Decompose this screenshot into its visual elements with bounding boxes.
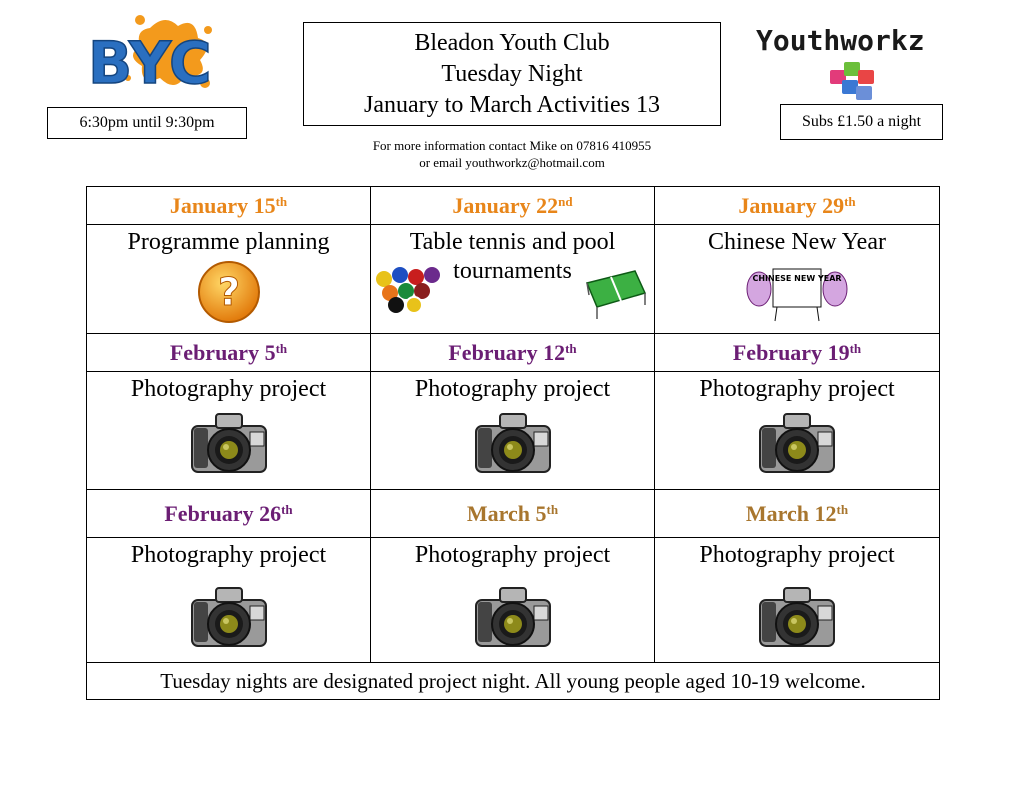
date-text: January 29 bbox=[738, 192, 845, 218]
date-row bbox=[87, 334, 940, 372]
date-suffix: th bbox=[565, 340, 577, 356]
table-tennis-icon bbox=[583, 265, 647, 321]
chinese-new-year-icon bbox=[745, 259, 849, 323]
activity-row bbox=[87, 538, 940, 663]
date-suffix: th bbox=[546, 501, 559, 517]
date-suffix: th bbox=[836, 501, 849, 517]
date-suffix: th bbox=[281, 501, 293, 517]
date-text: February 12 bbox=[448, 339, 566, 365]
activity-cell bbox=[371, 372, 655, 490]
date-cell bbox=[371, 187, 655, 225]
activity-label: Photography project bbox=[414, 376, 611, 402]
date-text: February 19 bbox=[732, 339, 850, 365]
date-cell bbox=[655, 334, 940, 372]
chinese-sign-text: CHINESE NEW YEAR bbox=[752, 274, 842, 283]
camera-icon bbox=[186, 408, 272, 478]
date-suffix: th bbox=[275, 340, 288, 356]
date-suffix: th bbox=[275, 193, 288, 209]
date-cell bbox=[87, 187, 371, 225]
date-cell bbox=[655, 490, 940, 538]
date-suffix: th bbox=[844, 193, 856, 209]
camera-icon bbox=[470, 582, 556, 652]
camera-icon bbox=[754, 408, 840, 478]
pool-balls-icon bbox=[374, 265, 446, 315]
date-row bbox=[87, 187, 940, 225]
title-box bbox=[303, 22, 721, 126]
activity-cell bbox=[371, 225, 655, 334]
date-text: January 22 bbox=[452, 192, 559, 218]
contact-phone: For more information contact Mike on 07816 410955 bbox=[372, 138, 652, 153]
activity-label: Photography project bbox=[699, 542, 895, 568]
activity-label: Photography project bbox=[699, 376, 895, 402]
date-suffix: th bbox=[849, 340, 862, 356]
activity-label: Programme planning bbox=[127, 229, 330, 255]
activity-cell bbox=[87, 538, 371, 663]
date-row bbox=[87, 490, 940, 538]
camera-icon bbox=[186, 582, 272, 652]
contact-email: or email youthworkz@hotmail.com bbox=[419, 155, 605, 170]
activity-cell bbox=[371, 538, 655, 663]
date-cell bbox=[87, 490, 371, 538]
activity-label: Photography project bbox=[414, 542, 611, 568]
date-text: January 15 bbox=[169, 192, 276, 218]
activity-cell bbox=[87, 372, 371, 490]
date-text: March 12 bbox=[745, 500, 837, 526]
footer-row bbox=[87, 663, 940, 700]
date-text: February 26 bbox=[164, 500, 282, 526]
activity-cell bbox=[655, 225, 940, 334]
footer-note: Tuesday nights are designated project night. All young people aged 10-19 welcome. bbox=[87, 663, 940, 700]
contact-info bbox=[300, 137, 724, 171]
activity-cell bbox=[655, 372, 940, 490]
camera-icon bbox=[754, 582, 840, 652]
subs-price: Subs £1.50 a night bbox=[780, 104, 943, 140]
byc-logo bbox=[80, 8, 230, 98]
svg-text:BYC: BYC bbox=[88, 29, 212, 97]
camera-icon bbox=[470, 408, 556, 478]
night-name: Tuesday Night bbox=[441, 61, 583, 87]
activity-label: Photography project bbox=[130, 376, 327, 402]
schedule-table bbox=[86, 186, 940, 700]
svg-text:Youthworkz: Youthworkz bbox=[756, 24, 925, 57]
activity-label: Photography project bbox=[130, 542, 327, 568]
activity-label: Table tennis and pool bbox=[409, 229, 616, 255]
activity-cell bbox=[655, 538, 940, 663]
date-text: February 5 bbox=[169, 339, 276, 365]
youthworkz-logo bbox=[752, 20, 962, 105]
activity-label-line2: tournaments bbox=[453, 258, 572, 284]
question-icon bbox=[196, 259, 262, 325]
activity-label: Chinese New Year bbox=[708, 229, 886, 255]
date-text: March 5 bbox=[466, 500, 547, 526]
date-cell bbox=[371, 334, 655, 372]
date-suffix: nd bbox=[558, 193, 573, 209]
date-cell bbox=[87, 334, 371, 372]
term-title: January to March Activities 13 bbox=[364, 92, 660, 118]
date-cell bbox=[371, 490, 655, 538]
activity-cell bbox=[87, 225, 371, 334]
club-name: Bleadon Youth Club bbox=[414, 30, 610, 56]
date-cell bbox=[655, 187, 940, 225]
activity-row bbox=[87, 225, 940, 334]
activity-row bbox=[87, 372, 940, 490]
opening-hours: 6:30pm until 9:30pm bbox=[47, 107, 247, 139]
svg-text:?: ? bbox=[217, 270, 240, 314]
